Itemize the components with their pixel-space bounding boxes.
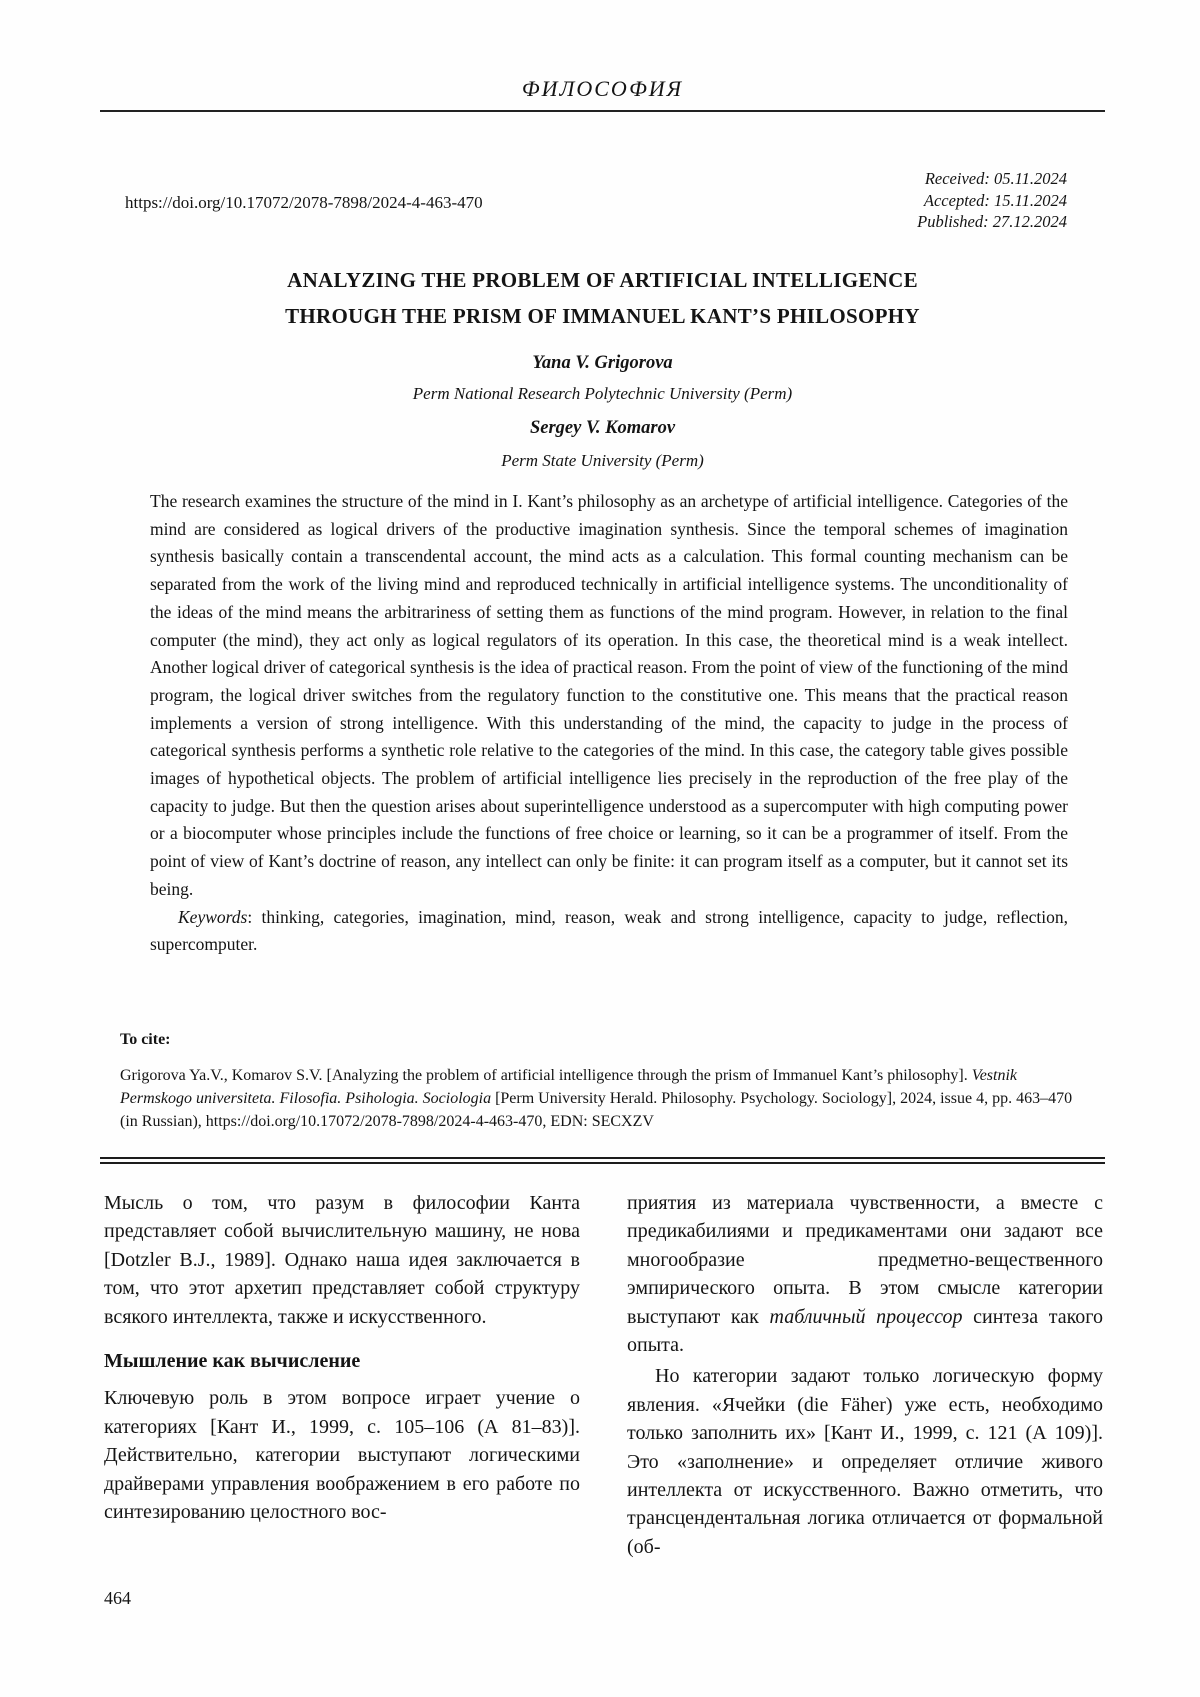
author-affiliation-2: Perm State University (Perm) [501, 451, 704, 470]
article-title-line2: THROUGH THE PRISM OF IMMANUEL KANT’S PHILOSOPHY [285, 304, 920, 328]
section-heading-thinking-as-computation: Мышление как вычисление [104, 1350, 361, 1373]
accepted-date: Accepted: 15.11.2024 [923, 190, 1067, 210]
citation-authors-and-title: Grigorova Ya.V., Komarov S.V. [Analyzing the problem of artificial intelligence through the prism of Immanuel Kant’s philosophy]. [120, 1067, 972, 1084]
keywords [150, 904, 1068, 959]
right-column-paragraph-1 [627, 1189, 1103, 1359]
left-column-paragraph-1: Мысль о том, что разум в философии Канта представляет собой вычислительную машину, не нова [Dotzler B.J., 1989]. Однако наша идея заключается в том, что этот архетип представляет собой структуру всякого интеллекта, также и искусственного. [104, 1192, 580, 1328]
right-column [627, 1189, 1103, 1561]
abstract-block [150, 488, 1068, 959]
keywords-list: : thinking, categories, imagination, mind, reason, weak and strong intelligence, capacity to judge, reflection, supercomputer. [150, 906, 1068, 955]
right-column-paragraph-1-start: приятия из материала чувственности, а вместе с предикабилиями и предикаментами они задают все многообразие предметно-вещественного эмпирического опыта. В этом смысле категории выступают как [627, 1192, 1103, 1328]
body-columns [104, 1189, 1104, 1561]
received-date: Received: 05.11.2024 [924, 169, 1067, 188]
author-name-1: Yana V. Grigorova [532, 353, 673, 373]
page-number: 464 [104, 1588, 131, 1608]
article-title-line1: ANALYZING THE PROBLEM OF ARTIFICIAL INTELLIGENCE [287, 268, 918, 292]
citation-text [120, 1064, 1086, 1133]
author-affiliation-1: Perm National Research Polytechnic University (Perm) [412, 384, 793, 403]
header-rule [100, 110, 1105, 112]
keywords-label: Keywords [178, 906, 248, 927]
section-divider-rule [100, 1157, 1105, 1164]
right-column-paragraph-1-end: синтеза такого опыта. [627, 1305, 1103, 1357]
citation-details: [Perm University Herald. Philosophy. Psychology. Sociology], 2024, issue 4, pp. 463–470 (in Russian), https://doi.org/10.17072/2078-7898/2024-4-463-470, EDN: SECXZV [120, 1090, 1073, 1130]
journal-section-header: ФИЛОСОФИЯ [521, 76, 684, 101]
doi-link[interactable]: https://doi.org/10.17072/2078-7898/2024-4-463-470 [125, 193, 483, 212]
to-cite-label: To cite: [120, 1031, 171, 1048]
citation-journal-title: Vestnik Permskogo universiteta. Filosofia. Psihologia. Sociologia [120, 1067, 1018, 1107]
article-title [100, 262, 1105, 334]
author-name-2: Sergey V. Komarov [529, 418, 676, 438]
dates-block [917, 168, 1067, 233]
left-column-paragraph-2: Ключевую роль в этом вопросе играет учение о категориях [Кант И., 1999, с. 105–106 (А 81–83)]. Действительно, категории выступают логическими драйверами управления воображением в его работе по синтезированию целостного вос- [104, 1387, 580, 1524]
right-column-paragraph-2: Но категории задают только логическую форму явления. «Ячейки (die Fäher) уже есть, необходимо только заполнить их» [Кант И., 1999, с. 121 (А 109)]. Это «заполнение» и определяет отличие живого интеллекта от искусственного. Важно отметить, что трансцендентальная логика отличается от формальной (об- [627, 1365, 1103, 1558]
published-date: Published: 27.12.2024 [917, 212, 1067, 231]
abstract-text: The research examines the structure of the mind in I. Kant’s philosophy as an archetype of artificial intelligence. Categories of the mind are considered as logical drivers of the productive imagination synthesis. Since the temporal schemes of imagination synthesis basically contain a transcendental account, the mind acts as a calculation. This formal counting mechanism can be separated from the work of the living mind and reproduced technically in artificial intelligence systems. The unconditionality of the ideas of the mind means the arbitrariness of setting them as functions of the mind program. However, in relation to the final computer (the mind), they act only as logical regulators of its operation. In this case, the theoretical mind is a weak intellect. Another logical driver of categorical synthesis is the idea of practical reason. From the point of view of the functioning of the mind program, the logical driver switches from the regulatory function to the constitutive one. This means that the practical reason implements a version of strong intelligence. With this understanding of the mind, the capacity to judge in the process of categorical synthesis performs a synthetic role relative to the categories of the mind. In this case, the category table gives possible images of hypothetical objects. The problem of artificial intelligence lies precisely in the reproduction of the free play of the capacity to judge. But then the question arises about superintelligence understood as a supercomputer with high computing power or a biocomputer whose principles include the functions of free choice or learning, so it can be a programmer of itself. From the point of view of Kant’s doctrine of reason, any intellect can only be finite: it can program itself as a computer, but it cannot set its being. [150, 491, 1068, 899]
right-column-paragraph-1-emphasis: табличный процессор [769, 1305, 963, 1328]
left-column [104, 1189, 580, 1561]
